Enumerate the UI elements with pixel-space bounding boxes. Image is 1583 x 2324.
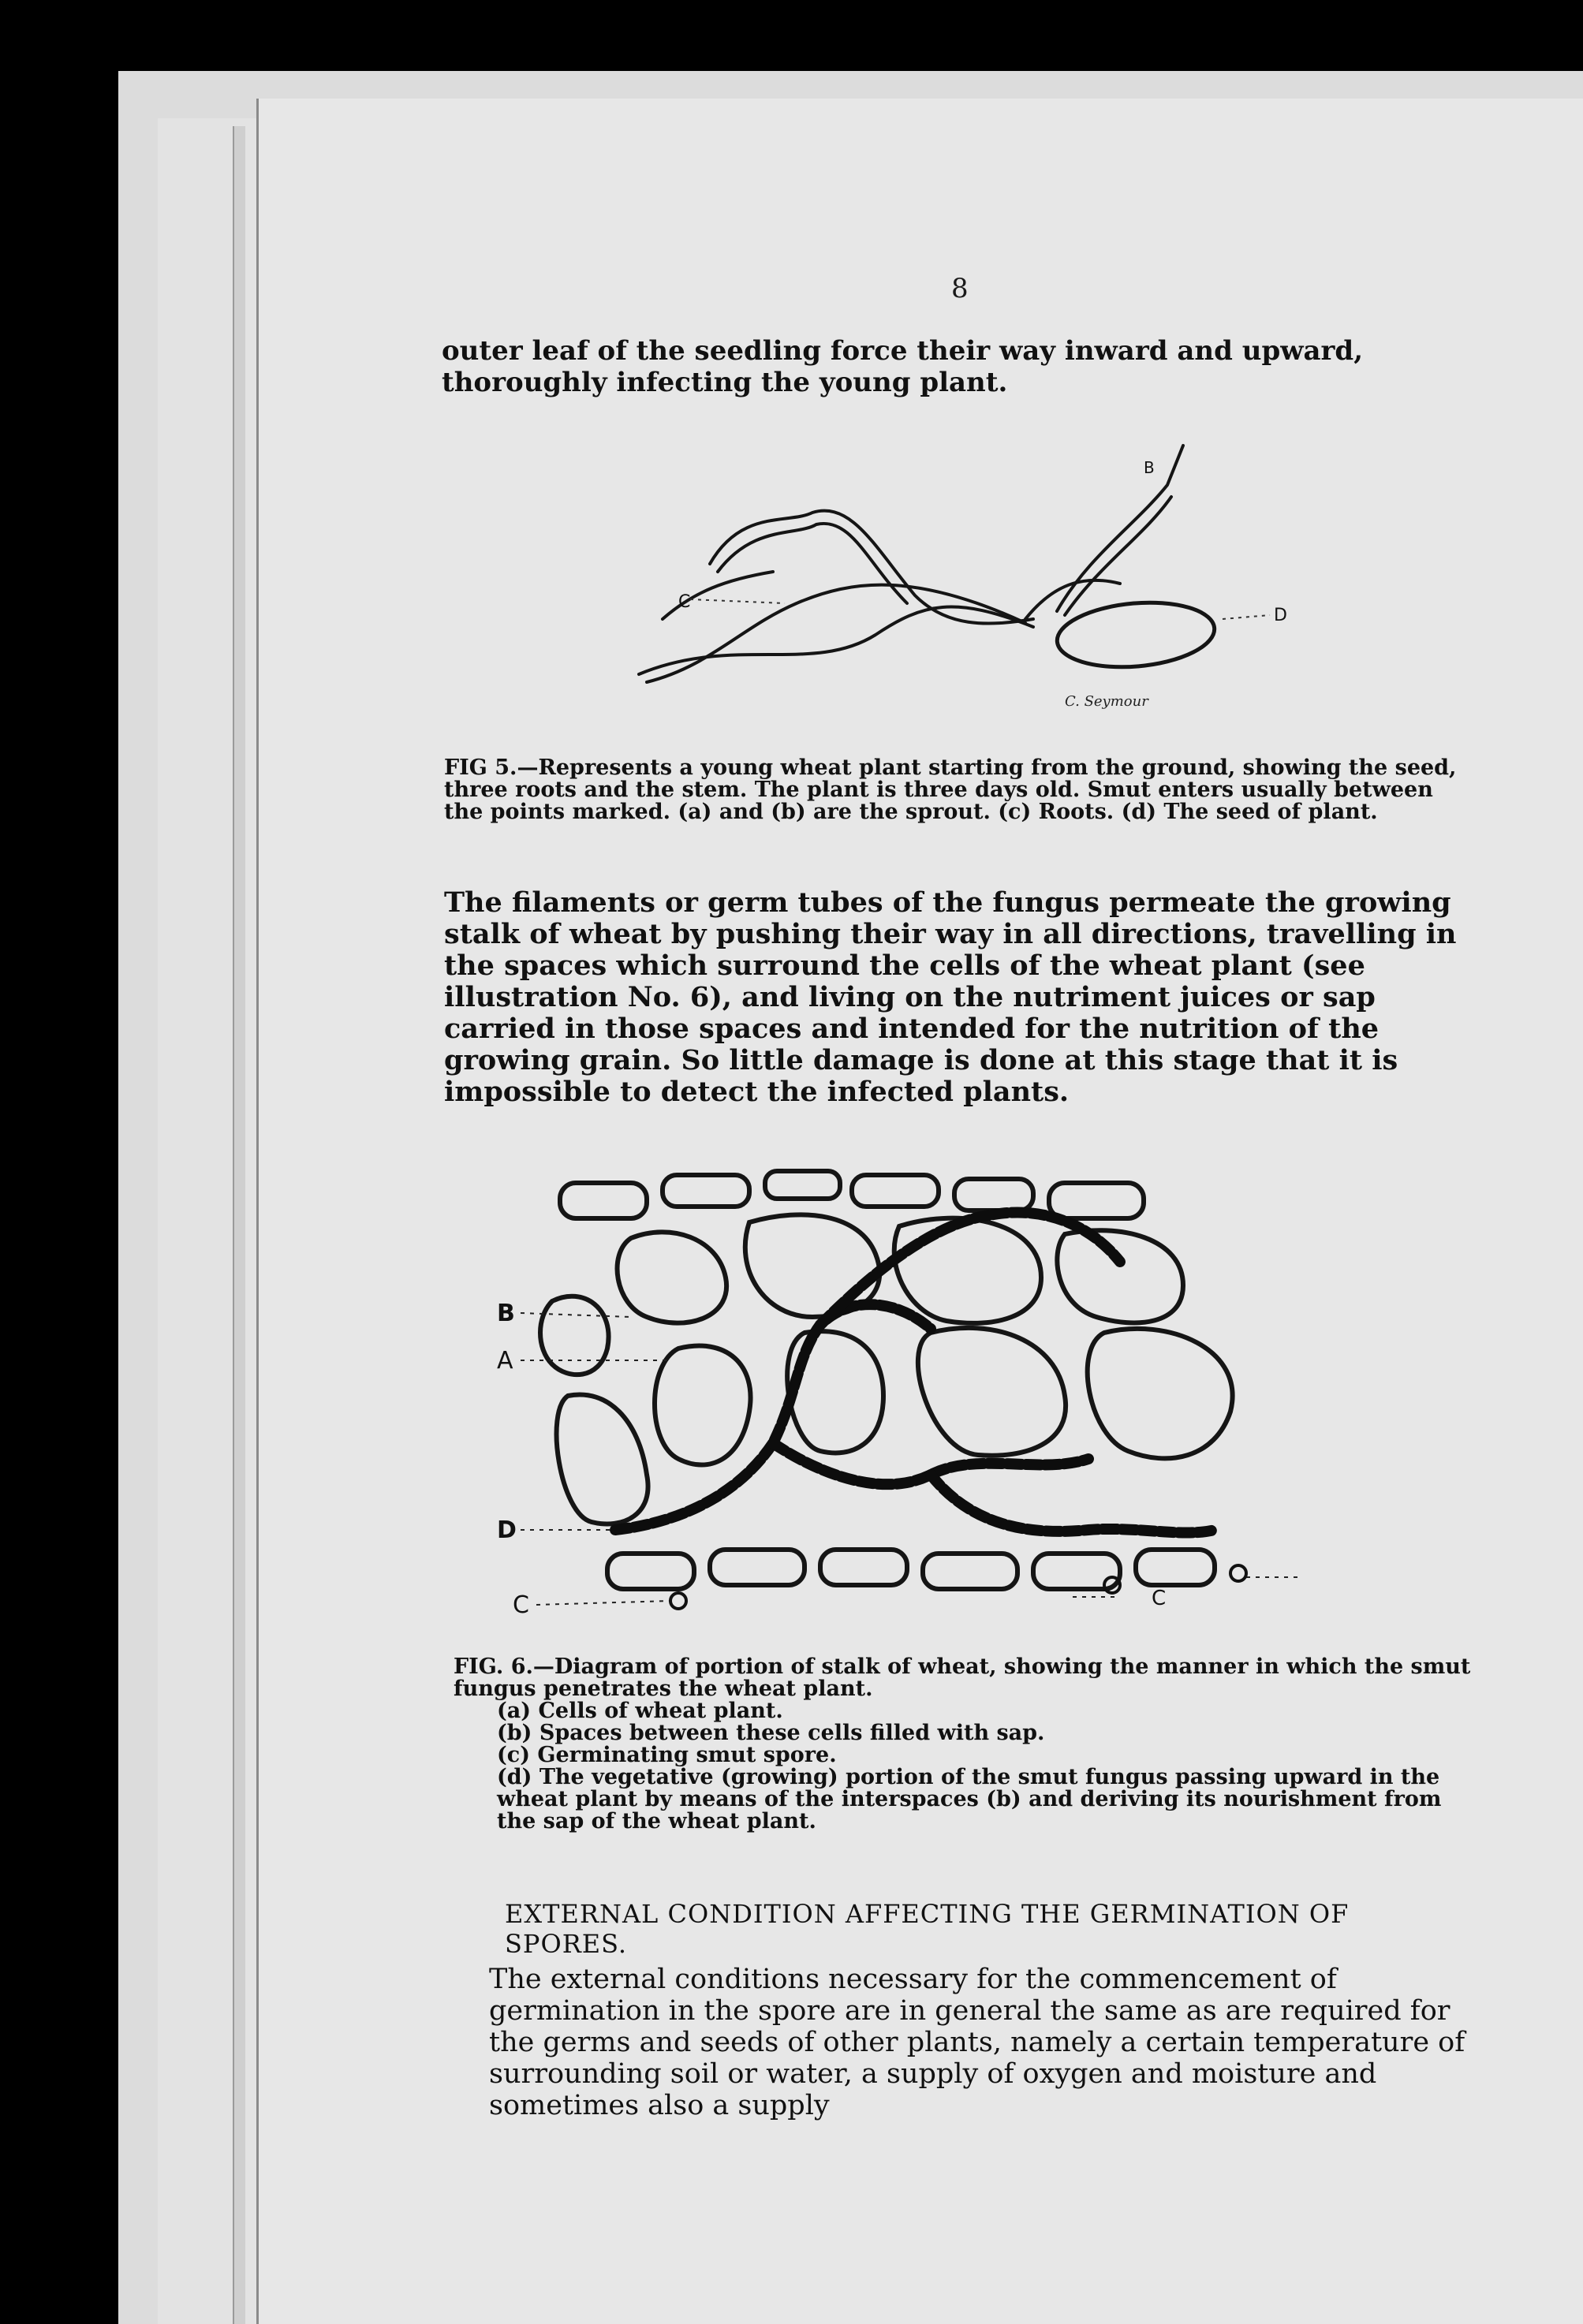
paragraph-external-conditions: The external conditions necessary for the commencement of germination in the spore are in general the same as are required for the germs and seeds of other plants, namely a certain temperature of surrounding soil or water, a supply of oxygen and moisture and sometimes also a supply: [489, 1964, 1465, 2121]
paragraph-intro: outer leaf of the seedling force their way inward and upward, thoroughly infecting the young plant.: [442, 335, 1364, 398]
fig6-label-c-left: C: [513, 1591, 529, 1619]
fig6-label-a: A: [497, 1347, 513, 1375]
figure-5-wheat-seedling: [615, 438, 1325, 722]
figure-6-caption-item: (d) The vegetative (growing) portion of the smut fungus passing upward in the wheat plant by means of the interspaces (b) and deriving its nourishment from the sap of the wheat plant.: [497, 1765, 1442, 1833]
section-heading: EXTERNAL CONDITION AFFECTING THE GERMINATION OF SPORES.: [505, 1899, 1350, 1959]
fig6-label-b: B: [497, 1300, 515, 1327]
fig5-signature: C. Seymour: [1065, 693, 1148, 710]
fig5-label-d: D: [1274, 606, 1287, 625]
fig6-label-c-right: C: [1152, 1587, 1167, 1610]
fig5-label-b: B: [1144, 458, 1155, 477]
page-number: 8: [951, 273, 969, 304]
figure-5-caption: FIG 5.—Represents a young wheat plant starting from the ground, showing the seed, three roots and the stem. The plant is three days old. Smut enters usually between the points marked. (a) and (b) are the sprout. (c) Roots. (d) The seed of plant.: [444, 755, 1457, 824]
page-edge: [233, 126, 245, 2324]
paragraph-filaments: The filaments or germ tubes of the fungus permeate the growing stalk of wheat by pushing their way in all directions, travelling in the spaces which surround the cells of the wheat plant (see illustration No. 6), and living on the nutriment juices or sap carried in those spaces and intended for the nutrition of the growing grain. So little damage is done at this stage that it is impossible to detect the infected plants.: [444, 886, 1457, 1108]
figure-6-caption-item: (c) Germinating smut spore.: [497, 1743, 837, 1767]
figure-6-caption-item: (b) Spaces between these cells filled with sap.: [497, 1721, 1045, 1745]
figure-6-caption: [454, 1656, 1479, 1833]
figure-6-caption-lead: FIG. 6.—Diagram of portion of stalk of wheat, showing the manner in which the smut fungus penetrates the wheat plant.: [454, 1654, 1471, 1701]
fig6-label-d: D: [497, 1516, 517, 1544]
fig5-label-c: C: [678, 592, 691, 612]
figure-6-stalk-diagram: [489, 1159, 1317, 1625]
figure-6-caption-item: (a) Cells of wheat plant.: [497, 1699, 783, 1723]
